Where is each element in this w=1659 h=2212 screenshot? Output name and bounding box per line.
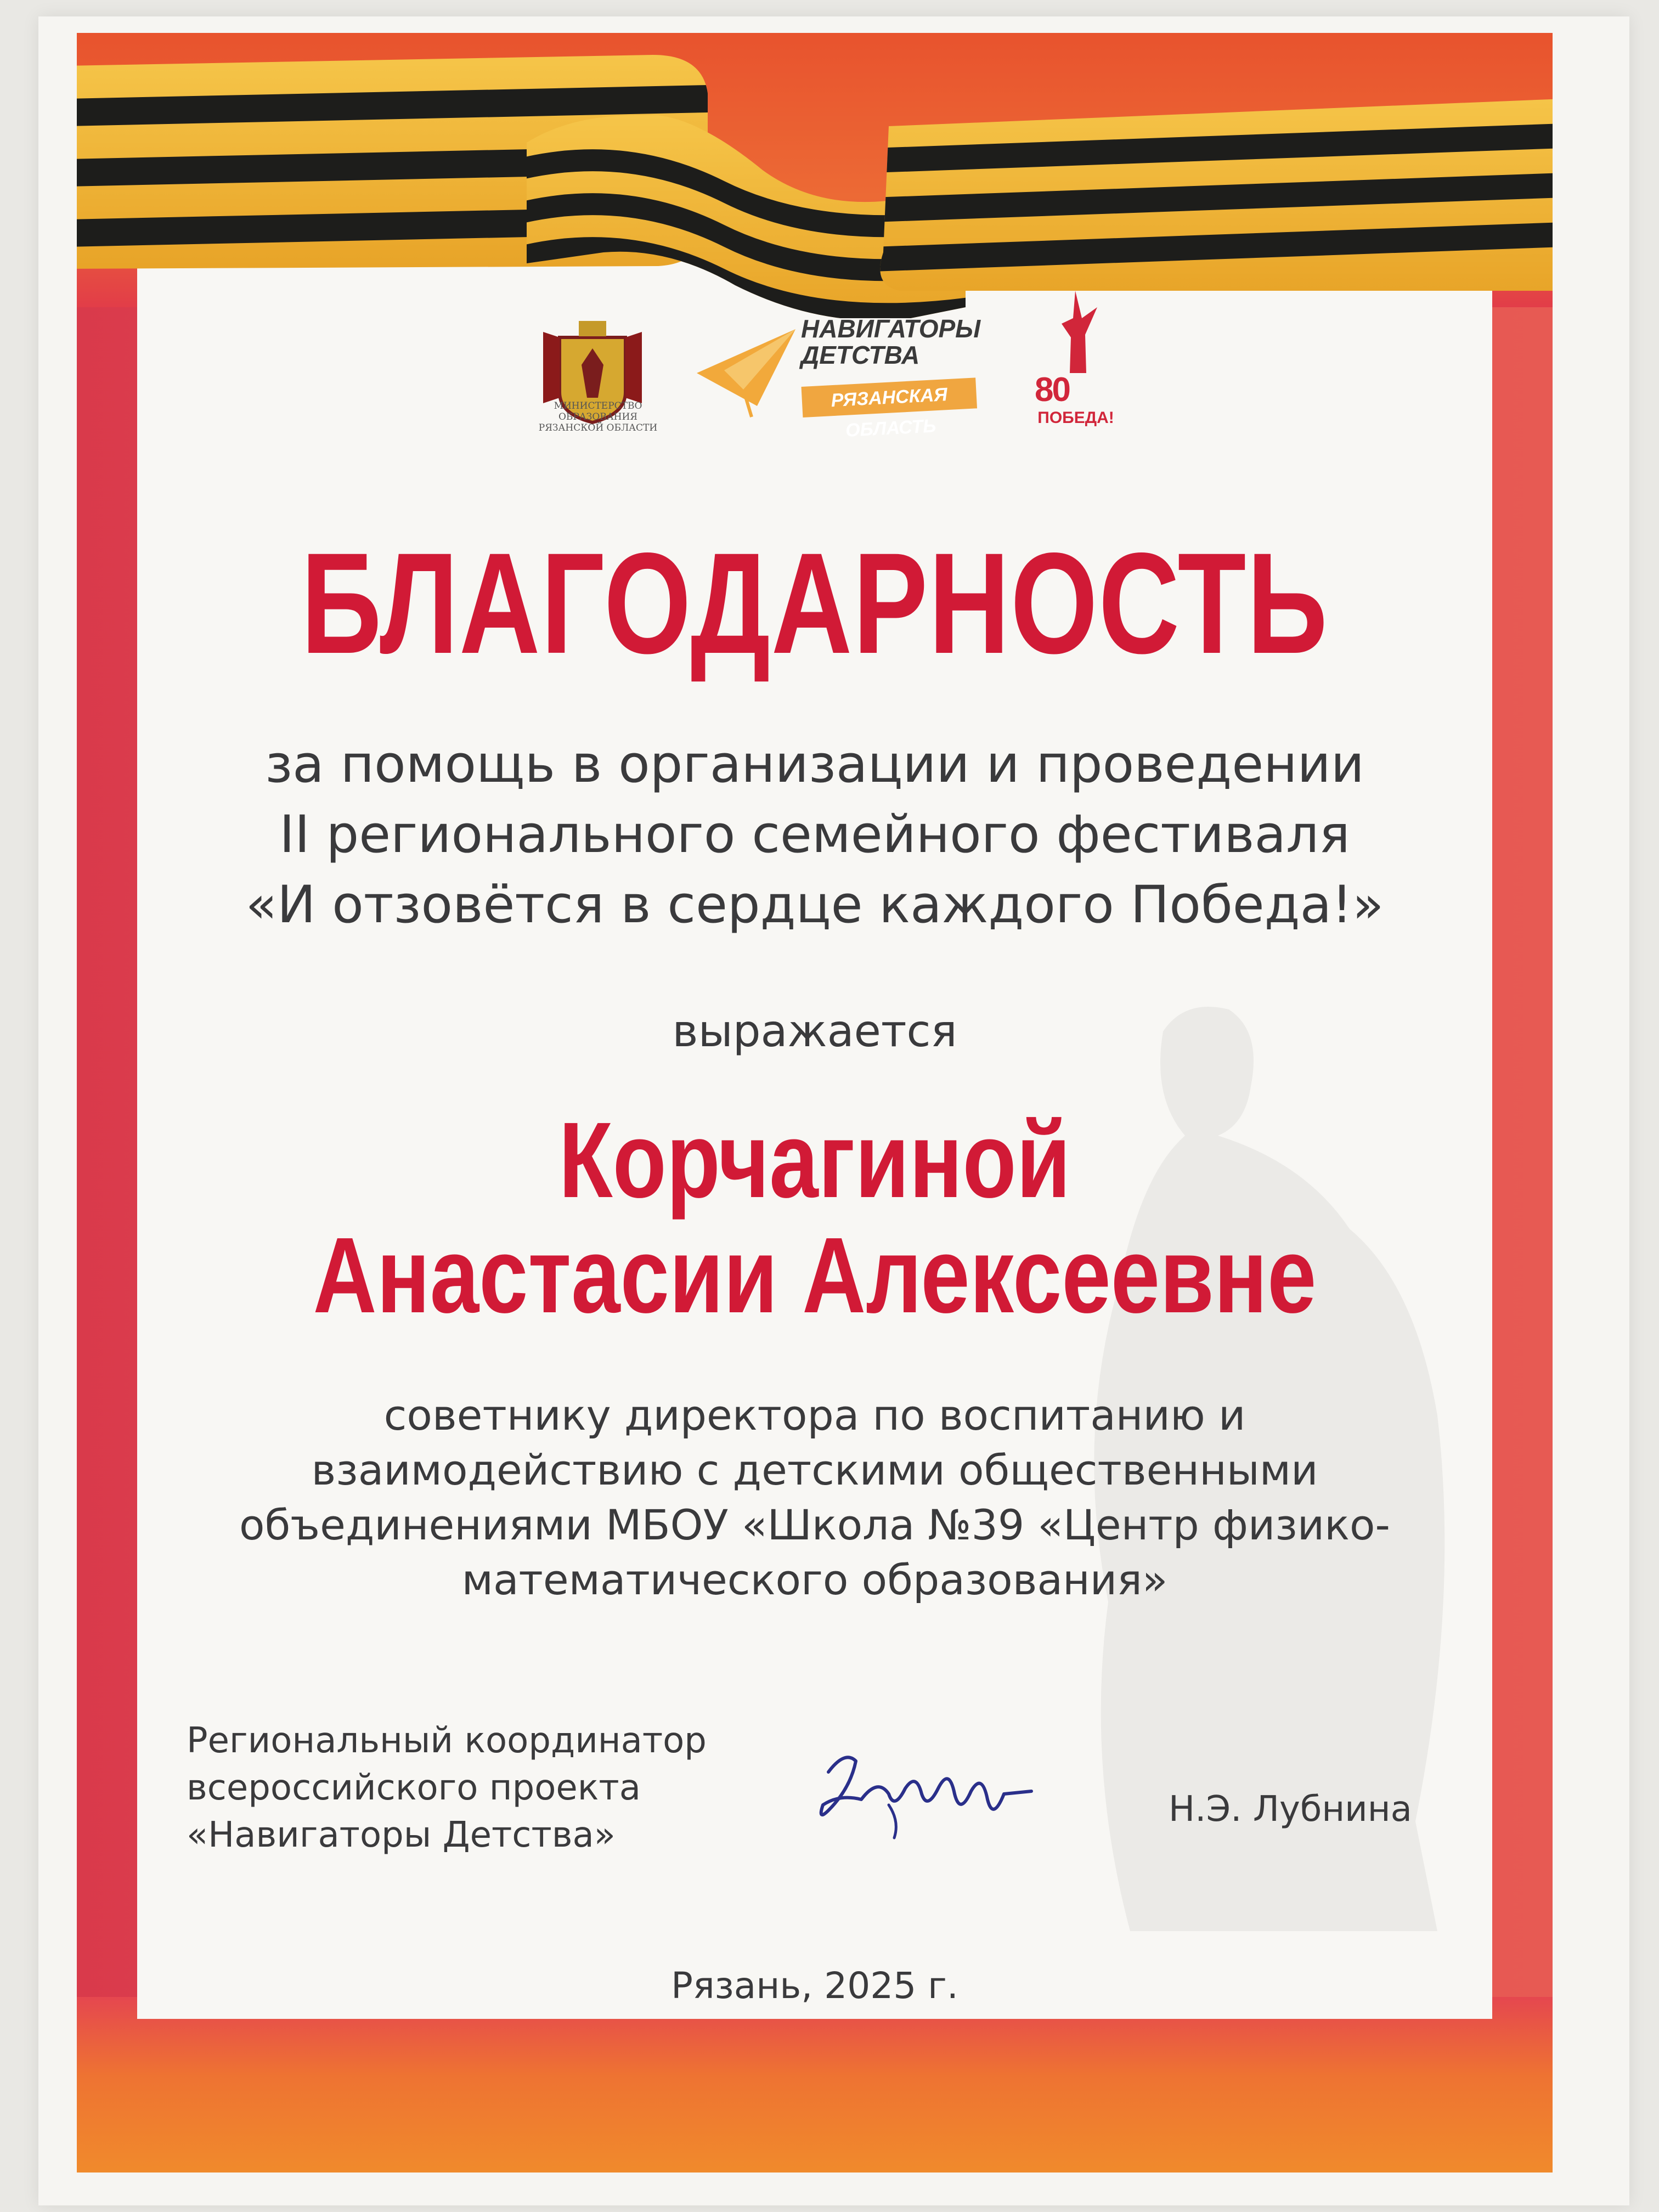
expressed-text: выражается [672,1006,957,1057]
recipient-name-line: Корчагиной [558,1100,1071,1220]
st-george-ribbon-icon [77,33,1553,318]
position-line: советнику директора по воспитанию и [383,1391,1246,1440]
recipient-name-line: Анастасии Алексеевне [313,1215,1317,1335]
handwritten-signature-icon [806,1739,1037,1843]
signer-name: Н.Э. Лубнина [1169,1789,1412,1830]
navigators-logo-title: НАВИГАТОРЫ ДЕТСТВА [801,314,981,369]
subtitle-line: II регионального семейного фестиваля [279,805,1350,865]
position-line: объединениями МБОУ «Школа №39 «Центр физико- [239,1500,1390,1549]
city-and-year: Рязань, 2025 г. [671,1965,958,2007]
coordinator-title [187,1717,790,1859]
recipient-name [137,1100,1492,1335]
victory-80-label: ПОБЕДА! [1037,409,1114,427]
subtitle-line: «И отзовётся в сердце каждого Победа!» [245,875,1384,935]
coordinator-line: Региональный координатор [187,1720,707,1761]
logos-row [0,285,1659,450]
subtitle-line: за помощь в организации и проведении [265,735,1364,794]
coordinator-line: «Навигаторы Детства» [187,1815,616,1855]
recipient-position [137,1388,1492,1607]
frame-bottom-band [77,1997,1553,2172]
victory-80-number: 80 [1035,371,1069,409]
navigators-region-badge: РЯЗАНСКАЯ ОБЛАСТЬ [802,377,977,417]
certificate-subtitle [165,730,1465,940]
certificate-title: БЛАГОДАРНОСТЬ [301,523,1329,684]
position-line: взаимодействию с детскими общественными [311,1446,1318,1494]
coordinator-line: всероссийского проекта [187,1768,641,1808]
position-line: математического образования» [461,1555,1168,1604]
ministry-label: МИНИСТЕРСТВО ОБРАЗОВАНИЯ РЯЗАНСКОЙ ОБЛАСТИ [538,400,658,433]
